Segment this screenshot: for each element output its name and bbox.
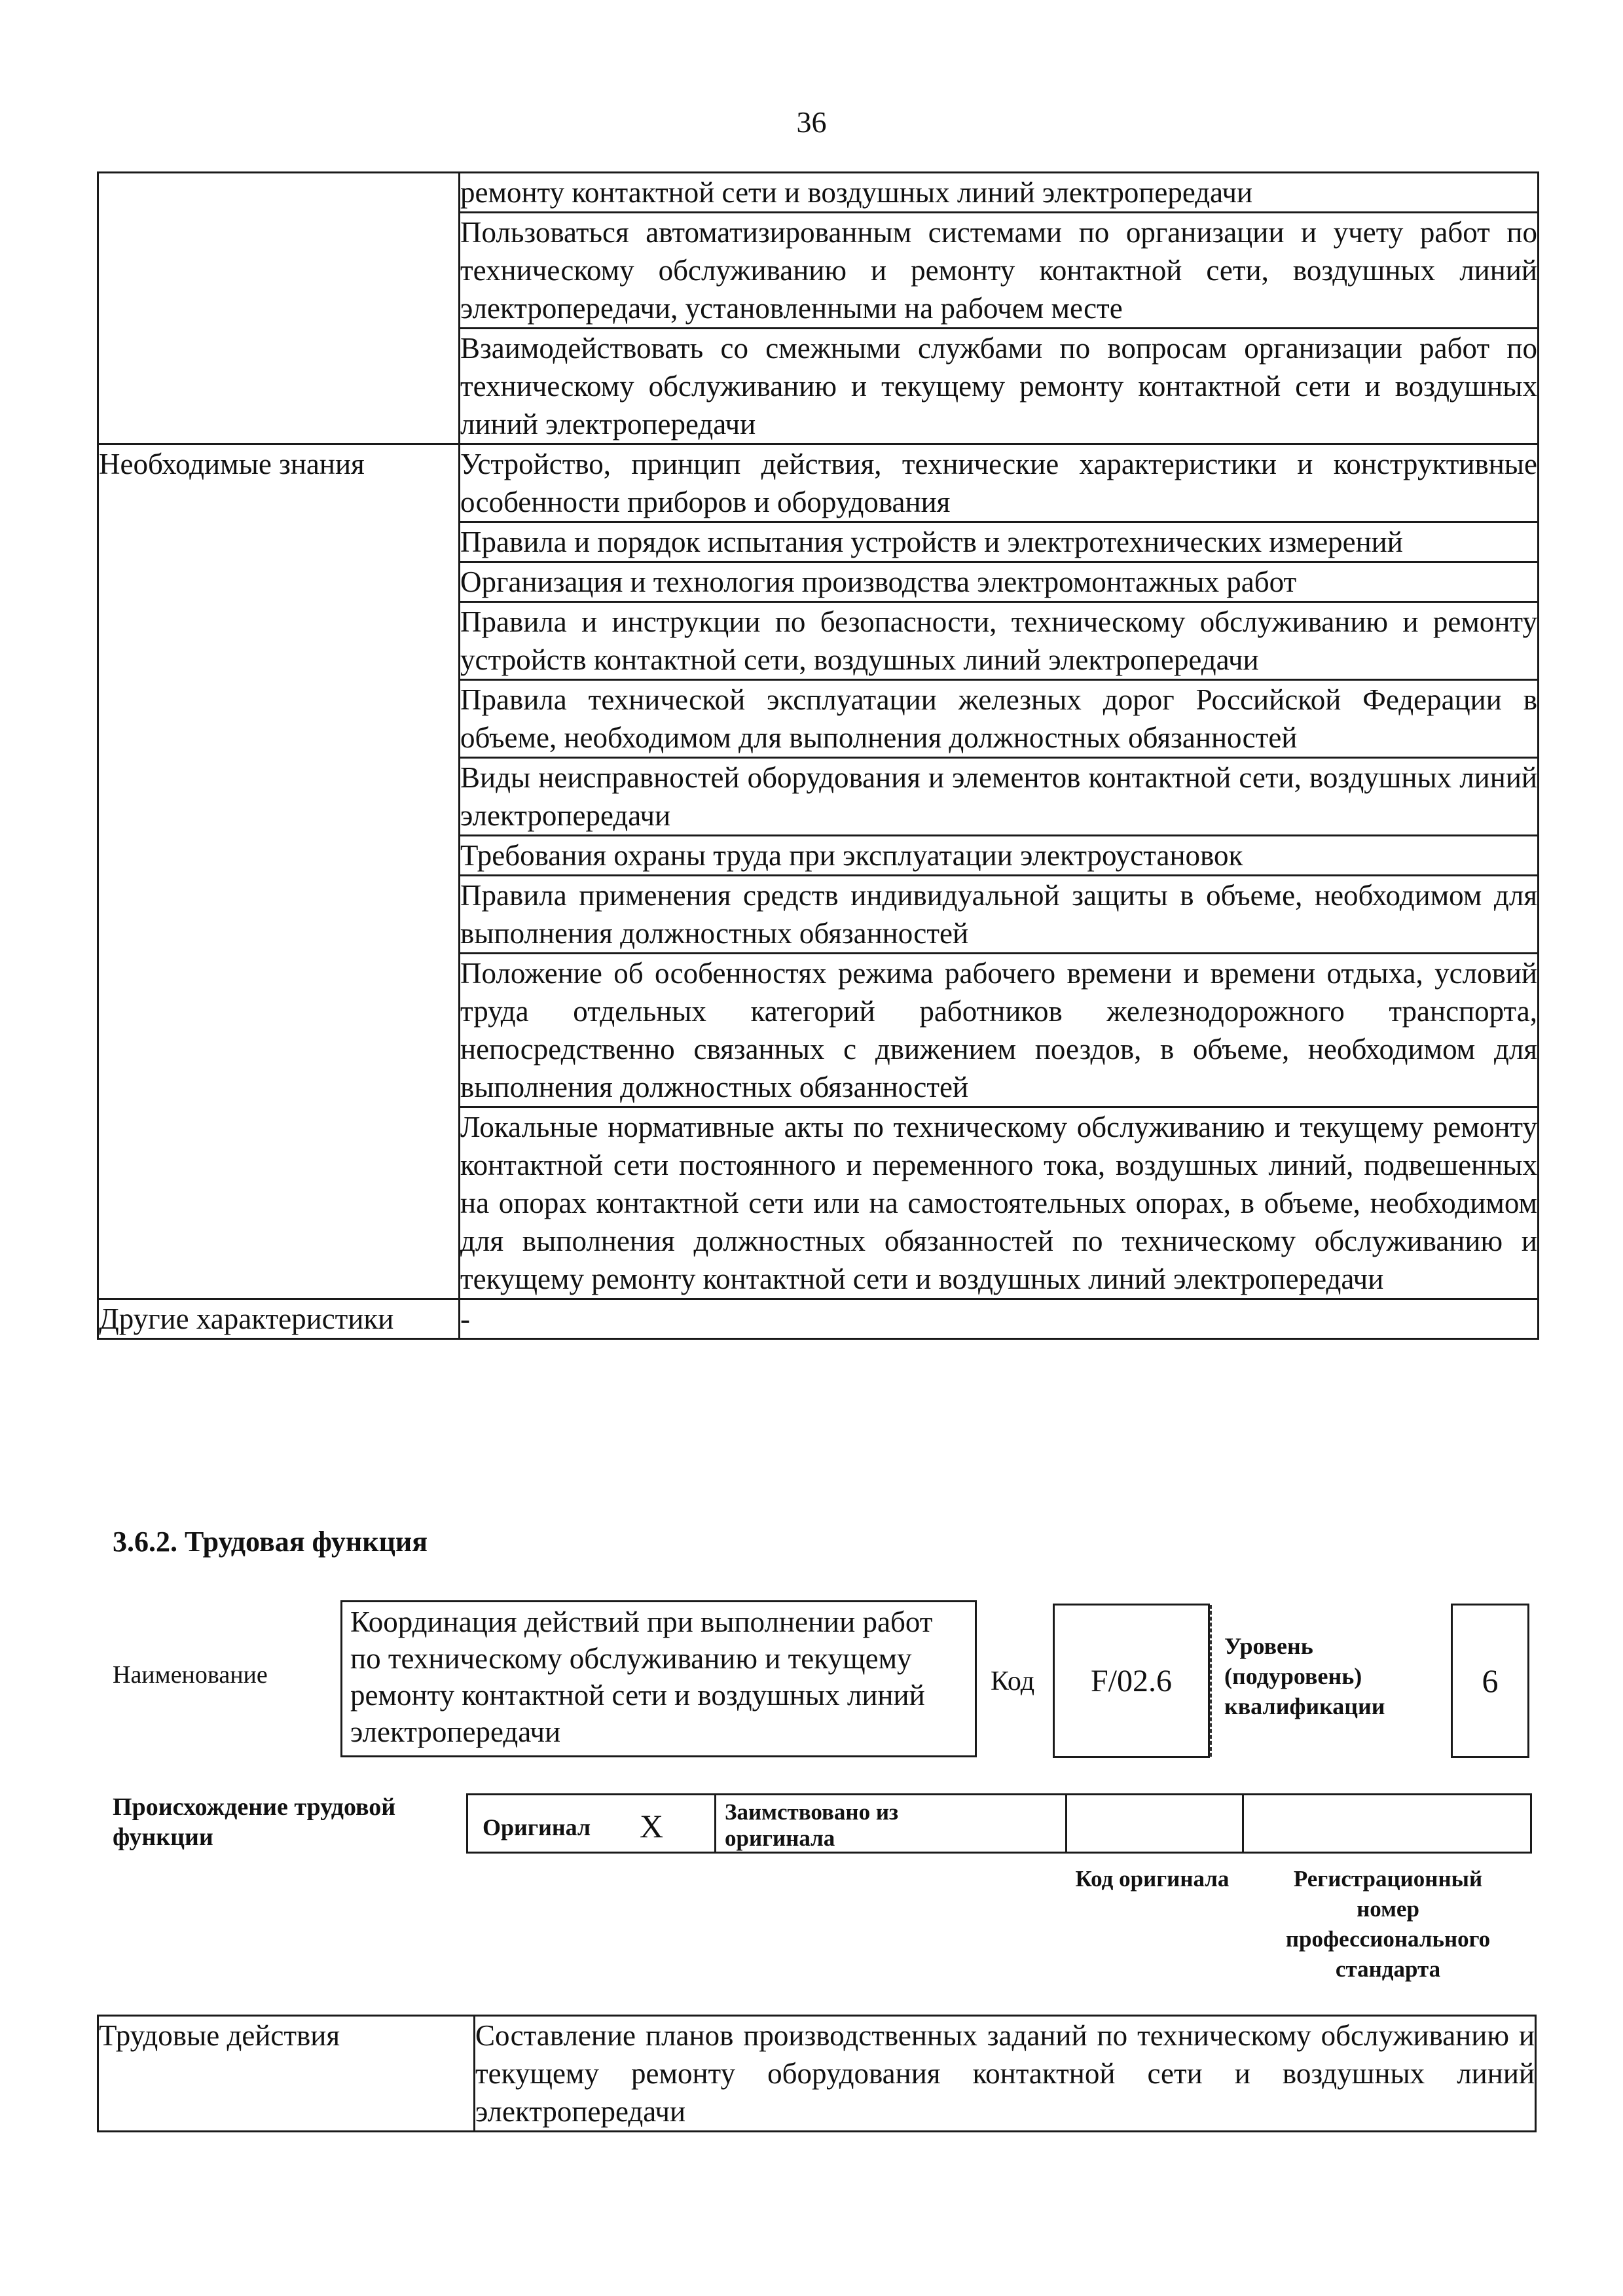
- origin-original-mark: X: [640, 1808, 664, 1844]
- name-box: [340, 1600, 977, 1757]
- table-row: Требования охраны труда при эксплуатации электроустановок: [460, 836, 1539, 876]
- table-row: Положение об особенностях режима рабочего времени и времени отдыха, условий труда отдельных категорий работников железнодорожного транспорта, непосредственно связанных с движением поездов, в объеме, необходимом для выполнения должностных обязанностей: [460, 954, 1539, 1107]
- continued-label-cell: [98, 173, 460, 444]
- table-row: ремонту контактной сети и воздушных линий электропередачи: [460, 173, 1539, 213]
- table-row: Локальные нормативные акты по техническому обслуживанию и текущему ремонту контактной сети постоянного и переменного тока, воздушных линий, подвешенных на опорах контактной сети или на самостоятельных опорах, в объеме, необходимом для выполнения должностных обязанностей по техническому обслуживанию и текущему ремонту контактной сети и воздушных линий электропередачи: [460, 1107, 1539, 1299]
- code-original-caption: Код оригинала: [1075, 1866, 1230, 1892]
- reg-number-caption: Регистрационный номер профессионального стандарта: [1285, 1866, 1491, 1982]
- actions-value: Составление планов производственных заданий по техническому обслуживанию и текущему ремонту оборудования контактной сети и воздушных линий электропередачи: [475, 2016, 1536, 2132]
- table-row: Пользоваться автоматизированным системами по организации и учету работ по техническому обслуживанию и ремонту контактной сети, воздушных линий электропередачи, установленными на рабочем месте: [460, 213, 1539, 329]
- knowledge-table: [97, 171, 1539, 1340]
- code-box: [1053, 1604, 1210, 1758]
- origin-table: [466, 1793, 1532, 1854]
- actions-label: Трудовые действия: [98, 2016, 475, 2132]
- other-characteristics-value: -: [460, 1299, 1539, 1339]
- origin-divider-1: [714, 1795, 716, 1853]
- table-row: Правила и инструкции по безопасности, техническому обслуживанию и ремонту устройств контактной сети, воздушных линий электропередачи: [460, 602, 1539, 680]
- code-label: Код: [991, 1666, 1035, 1696]
- other-characteristics-label: Другие характеристики: [98, 1299, 460, 1339]
- origin-divider-3: [1242, 1795, 1244, 1853]
- origin-original-label: Оригинал: [483, 1814, 591, 1840]
- code-value: F/02.6: [1090, 1663, 1173, 1698]
- table-row: Устройство, принцип действия, технические характеристики и конструктивные особенности приборов и оборудования: [460, 444, 1539, 522]
- knowledge-label: Необходимые знания: [98, 444, 460, 1299]
- origin-divider-2: [1065, 1795, 1067, 1853]
- actions-table: [97, 2015, 1537, 2132]
- page-number: 36: [796, 105, 827, 139]
- origin-label: Происхождение трудовой функции: [113, 1793, 396, 1851]
- table-row: Взаимодействовать со смежными службами по вопросам организации работ по техническому обслуживанию и текущему ремонту контактной сети и воздушных линий электропередачи: [460, 329, 1539, 444]
- level-box: [1451, 1604, 1529, 1758]
- origin-borrowed-label: Заимствовано из оригинала: [725, 1799, 899, 1851]
- table-row: Правила технической эксплуатации железных дорог Российской Федерации в объеме, необходимом для выполнения должностных обязанностей: [460, 680, 1539, 758]
- table-row: Правила и порядок испытания устройств и электротехнических измерений: [460, 522, 1539, 562]
- level-value: 6: [1482, 1662, 1499, 1699]
- name-value: Координация действий при выполнении работ по техническому обслуживанию и текущему ремонту контактной сети и воздушных линий электропередачи: [350, 1605, 933, 1748]
- table-row: Правила применения средств индивидуальной защиты в объеме, необходимом для выполнения должностных обязанностей: [460, 876, 1539, 954]
- table-row: Виды неисправностей оборудования и элементов контактной сети, воздушных линий электропередачи: [460, 758, 1539, 836]
- name-label: Наименование: [113, 1661, 268, 1689]
- section-title: 3.6.2. Трудовая функция: [113, 1526, 428, 1558]
- level-label: Уровень (подуровень) квалификации: [1224, 1633, 1385, 1719]
- level-divider: [1210, 1605, 1212, 1757]
- table-row: Организация и технология производства электромонтажных работ: [460, 562, 1539, 602]
